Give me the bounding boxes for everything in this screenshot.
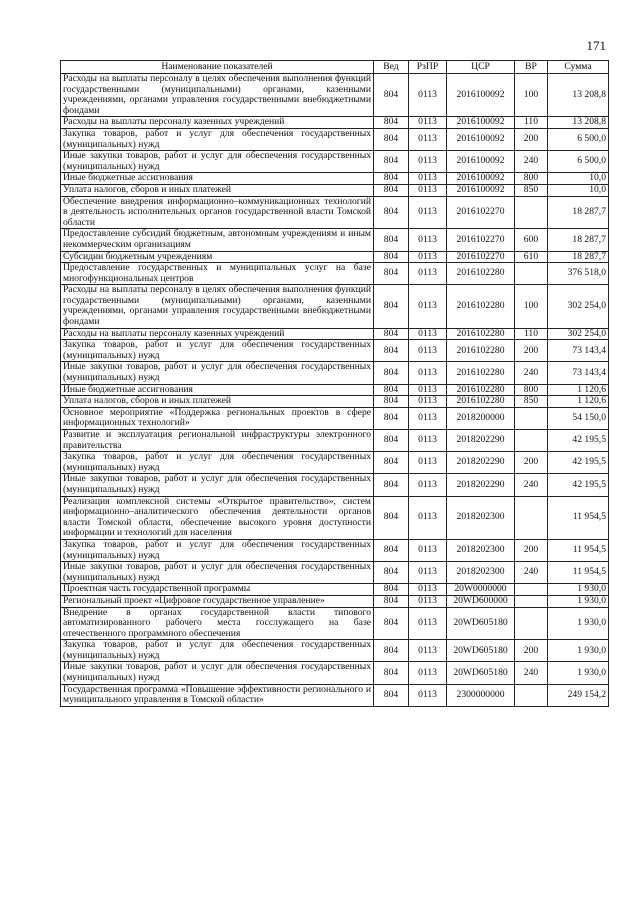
row-rzpr: 0113	[409, 662, 447, 684]
row-name: Расходы на выплаты персоналу казенных учреждений	[61, 117, 374, 129]
row-ved: 804	[374, 684, 409, 706]
row-rzpr: 0113	[409, 407, 447, 429]
row-name: Основное мероприятие «Поддержка региональных проектов в сфере информационных технологий»	[61, 407, 374, 429]
table-row	[61, 452, 609, 474]
row-rzpr: 0113	[409, 539, 447, 561]
row-vr: 850	[515, 184, 548, 196]
table-row	[61, 384, 609, 396]
row-rzpr: 0113	[409, 229, 447, 251]
row-sum: 13 208,8	[548, 74, 609, 117]
row-name: Закупка товаров, работ и услуг для обеспечения государственных (муниципальных) нужд	[61, 539, 374, 561]
table-row	[61, 251, 609, 263]
table-row	[61, 128, 609, 150]
row-csr: 2016100092	[447, 151, 515, 173]
row-sum: 42 195,5	[548, 430, 609, 452]
row-ved: 804	[374, 263, 409, 285]
row-sum: 1 120,6	[548, 396, 609, 408]
row-csr: 2016100092	[447, 74, 515, 117]
row-sum: 11 954,5	[548, 496, 609, 539]
row-rzpr: 0113	[409, 328, 447, 340]
table-row	[61, 328, 609, 340]
row-csr: 2016102280	[447, 384, 515, 396]
row-csr: 2016102280	[447, 362, 515, 384]
table-row	[61, 396, 609, 408]
row-name: Расходы на выплаты персоналу в целях обеспечения выполнения функций государственными (муниципальными) органами, казенными учреждениями, органами управления государственными внебюджетными фондами	[61, 74, 374, 117]
row-ved: 804	[374, 595, 409, 607]
row-sum: 1 930,0	[548, 640, 609, 662]
row-vr	[515, 496, 548, 539]
table-row	[61, 407, 609, 429]
row-rzpr: 0113	[409, 285, 447, 328]
row-vr	[515, 595, 548, 607]
table-row	[61, 229, 609, 251]
row-csr: 20WD600000	[447, 595, 515, 607]
row-ved: 804	[374, 151, 409, 173]
row-ved: 804	[374, 539, 409, 561]
row-sum: 18 287,7	[548, 229, 609, 251]
header-ved: Вед	[374, 61, 409, 74]
row-rzpr: 0113	[409, 474, 447, 496]
row-ved: 804	[374, 452, 409, 474]
row-csr: 2018202290	[447, 452, 515, 474]
row-ved: 804	[374, 285, 409, 328]
row-csr: 2016102280	[447, 396, 515, 408]
row-csr: 2016100092	[447, 117, 515, 129]
row-name: Закупка товаров, работ и услуг для обеспечения государственных (муниципальных) нужд	[61, 340, 374, 362]
row-vr: 240	[515, 474, 548, 496]
row-vr: 200	[515, 640, 548, 662]
row-ved: 804	[374, 173, 409, 185]
row-name: Иные закупки товаров, работ и услуг для обеспечения государственных (муниципальных) нужд	[61, 474, 374, 496]
header-rzpr: РзПР	[409, 61, 447, 74]
row-rzpr: 0113	[409, 640, 447, 662]
row-vr: 200	[515, 128, 548, 150]
row-sum: 1 930,0	[548, 595, 609, 607]
row-name: Предоставление государственных и муниципальных услуг на базе многофункциональных центров	[61, 263, 374, 285]
row-vr: 100	[515, 285, 548, 328]
row-name: Уплата налогов, сборов и иных платежей	[61, 396, 374, 408]
row-csr: 2016102270	[447, 196, 515, 229]
row-name: Региональный проект «Цифровое государственное управление»	[61, 595, 374, 607]
row-name: Проектная часть государственной программы	[61, 584, 374, 596]
row-ved: 804	[374, 362, 409, 384]
row-csr: 20WD605180	[447, 607, 515, 640]
row-rzpr: 0113	[409, 196, 447, 229]
row-rzpr: 0113	[409, 595, 447, 607]
table-row	[61, 117, 609, 129]
row-vr: 200	[515, 340, 548, 362]
row-name: Закупка товаров, работ и услуг для обеспечения государственных (муниципальных) нужд	[61, 128, 374, 150]
row-sum: 13 208,8	[548, 117, 609, 129]
row-rzpr: 0113	[409, 362, 447, 384]
row-vr: 200	[515, 539, 548, 561]
row-vr	[515, 263, 548, 285]
row-rzpr: 0113	[409, 117, 447, 129]
row-vr: 100	[515, 74, 548, 117]
table-body	[61, 74, 609, 707]
row-csr: 2018202300	[447, 562, 515, 584]
row-ved: 804	[374, 496, 409, 539]
row-sum: 42 195,5	[548, 474, 609, 496]
row-vr: 110	[515, 328, 548, 340]
row-sum: 73 143,4	[548, 362, 609, 384]
row-rzpr: 0113	[409, 263, 447, 285]
table-row	[61, 151, 609, 173]
row-name: Иные закупки товаров, работ и услуг для обеспечения государственных (муниципальных) нужд	[61, 662, 374, 684]
row-csr: 2016102280	[447, 328, 515, 340]
row-ved: 804	[374, 430, 409, 452]
row-rzpr: 0113	[409, 396, 447, 408]
row-rzpr: 0113	[409, 251, 447, 263]
row-ved: 804	[374, 474, 409, 496]
row-vr	[515, 430, 548, 452]
row-sum: 10,0	[548, 184, 609, 196]
row-sum: 302 254,0	[548, 328, 609, 340]
table-row	[61, 474, 609, 496]
row-ved: 804	[374, 640, 409, 662]
row-ved: 804	[374, 251, 409, 263]
row-ved: 804	[374, 196, 409, 229]
table-row	[61, 562, 609, 584]
row-csr: 20WD605180	[447, 640, 515, 662]
row-ved: 804	[374, 340, 409, 362]
row-csr: 2018202290	[447, 430, 515, 452]
row-sum: 18 287,7	[548, 196, 609, 229]
row-rzpr: 0113	[409, 607, 447, 640]
row-name: Расходы на выплаты персоналу казенных учреждений	[61, 328, 374, 340]
table-row	[61, 607, 609, 640]
row-rzpr: 0113	[409, 496, 447, 539]
budget-table	[60, 60, 609, 707]
row-vr	[515, 607, 548, 640]
row-ved: 804	[374, 607, 409, 640]
row-ved: 804	[374, 229, 409, 251]
row-vr: 240	[515, 662, 548, 684]
row-rzpr: 0113	[409, 384, 447, 396]
row-rzpr: 0113	[409, 151, 447, 173]
row-vr: 110	[515, 117, 548, 129]
row-rzpr: 0113	[409, 74, 447, 117]
table-row	[61, 584, 609, 596]
row-csr: 2016102270	[447, 251, 515, 263]
table-row	[61, 362, 609, 384]
row-rzpr: 0113	[409, 128, 447, 150]
row-sum: 11 954,5	[548, 562, 609, 584]
row-sum: 249 154,2	[548, 684, 609, 706]
row-name: Расходы на выплаты персоналу в целях обеспечения выполнения функций государственными (муниципальными) органами, казенными учреждениями, органами управления государственными внебюджетными фондами	[61, 285, 374, 328]
row-name: Иные бюджетные ассигнования	[61, 173, 374, 185]
row-ved: 804	[374, 384, 409, 396]
row-vr: 600	[515, 229, 548, 251]
row-rzpr: 0113	[409, 684, 447, 706]
table-row	[61, 285, 609, 328]
row-csr: 2300000000	[447, 684, 515, 706]
row-sum: 54 150,0	[548, 407, 609, 429]
row-vr: 240	[515, 562, 548, 584]
row-rzpr: 0113	[409, 430, 447, 452]
row-csr: 2016102280	[447, 263, 515, 285]
row-csr: 2016100092	[447, 128, 515, 150]
row-sum: 73 143,4	[548, 340, 609, 362]
row-name: Иные закупки товаров, работ и услуг для обеспечения государственных (муниципальных) нужд	[61, 151, 374, 173]
table-header-row	[61, 61, 609, 74]
row-sum: 1 930,0	[548, 584, 609, 596]
table-row	[61, 640, 609, 662]
row-vr	[515, 684, 548, 706]
row-sum: 11 954,5	[548, 539, 609, 561]
row-sum: 18 287,7	[548, 251, 609, 263]
header-csr: ЦСР	[447, 61, 515, 74]
table-row	[61, 539, 609, 561]
row-csr: 2018202300	[447, 496, 515, 539]
row-csr: 2018200000	[447, 407, 515, 429]
row-sum: 1 930,0	[548, 607, 609, 640]
row-rzpr: 0113	[409, 562, 447, 584]
table-row	[61, 430, 609, 452]
row-ved: 804	[374, 584, 409, 596]
row-csr: 2018202300	[447, 539, 515, 561]
row-name: Развитие и эксплуатация региональной инфраструктуры электронного правительства	[61, 430, 374, 452]
table-row	[61, 340, 609, 362]
row-rzpr: 0113	[409, 173, 447, 185]
row-vr	[515, 407, 548, 429]
row-sum: 302 254,0	[548, 285, 609, 328]
row-rzpr: 0113	[409, 340, 447, 362]
row-ved: 804	[374, 74, 409, 117]
row-csr: 2016100092	[447, 173, 515, 185]
table-row	[61, 74, 609, 117]
table-row	[61, 595, 609, 607]
table-row	[61, 173, 609, 185]
row-ved: 804	[374, 562, 409, 584]
row-vr: 800	[515, 384, 548, 396]
row-sum: 6 500,0	[548, 128, 609, 150]
table-row	[61, 196, 609, 229]
row-vr: 610	[515, 251, 548, 263]
table-row	[61, 184, 609, 196]
header-name: Наименование показателей	[61, 61, 374, 74]
row-sum: 1 120,6	[548, 384, 609, 396]
table-row	[61, 684, 609, 706]
row-vr: 850	[515, 396, 548, 408]
row-csr: 2016100092	[447, 184, 515, 196]
row-vr: 240	[515, 151, 548, 173]
row-csr: 2016102280	[447, 340, 515, 362]
row-csr: 2018202290	[447, 474, 515, 496]
row-name: Иные закупки товаров, работ и услуг для обеспечения государственных (муниципальных) нужд	[61, 562, 374, 584]
row-csr: 20W0000000	[447, 584, 515, 596]
row-name: Иные закупки товаров, работ и услуг для обеспечения государственных (муниципальных) нужд	[61, 362, 374, 384]
row-csr: 2016102280	[447, 285, 515, 328]
row-rzpr: 0113	[409, 184, 447, 196]
row-name: Обеспечение внедрения информационно–коммуникационных технологий в деятельность исполнительных органов государственной власти Томской области	[61, 196, 374, 229]
header-sum: Сумма	[548, 61, 609, 74]
row-csr: 2016102270	[447, 229, 515, 251]
row-csr: 20WD605180	[447, 662, 515, 684]
table-row	[61, 662, 609, 684]
row-ved: 804	[374, 117, 409, 129]
row-vr: 240	[515, 362, 548, 384]
table-row	[61, 263, 609, 285]
header-vr: ВР	[515, 61, 548, 74]
row-rzpr: 0113	[409, 584, 447, 596]
row-ved: 804	[374, 328, 409, 340]
row-ved: 804	[374, 128, 409, 150]
row-vr	[515, 196, 548, 229]
page-number: 171	[586, 38, 606, 53]
row-name: Внедрение в органах государственной власти типового автоматизированного рабочего места госслужащего на базе отечественного программного обеспечения	[61, 607, 374, 640]
row-sum: 6 500,0	[548, 151, 609, 173]
row-name: Субсидии бюджетным учреждениям	[61, 251, 374, 263]
row-sum: 376 518,0	[548, 263, 609, 285]
row-name: Иные бюджетные ассигнования	[61, 384, 374, 396]
row-sum: 42 195,5	[548, 452, 609, 474]
row-ved: 804	[374, 407, 409, 429]
row-ved: 804	[374, 396, 409, 408]
row-vr	[515, 584, 548, 596]
row-sum: 1 930,0	[548, 662, 609, 684]
row-name: Государственная программа «Повышение эффективности регионального и муниципального управления в Томской области»	[61, 684, 374, 706]
row-ved: 804	[374, 184, 409, 196]
row-name: Закупка товаров, работ и услуг для обеспечения государственных (муниципальных) нужд	[61, 640, 374, 662]
table-row	[61, 496, 609, 539]
row-sum: 10,0	[548, 173, 609, 185]
row-name: Реализация комплексной системы «Открытое правительство», систем информационно–аналитического обеспечения деятельности органов власти Томской области, обеспечение высокого уровня доступности информации и технологий для населения	[61, 496, 374, 539]
row-ved: 804	[374, 662, 409, 684]
row-vr: 800	[515, 173, 548, 185]
row-name: Уплата налогов, сборов и иных платежей	[61, 184, 374, 196]
row-name: Закупка товаров, работ и услуг для обеспечения государственных (муниципальных) нужд	[61, 452, 374, 474]
row-name: Предоставление субсидий бюджетным, автономным учреждениям и иным некоммерческим организациям	[61, 229, 374, 251]
row-rzpr: 0113	[409, 452, 447, 474]
row-vr: 200	[515, 452, 548, 474]
